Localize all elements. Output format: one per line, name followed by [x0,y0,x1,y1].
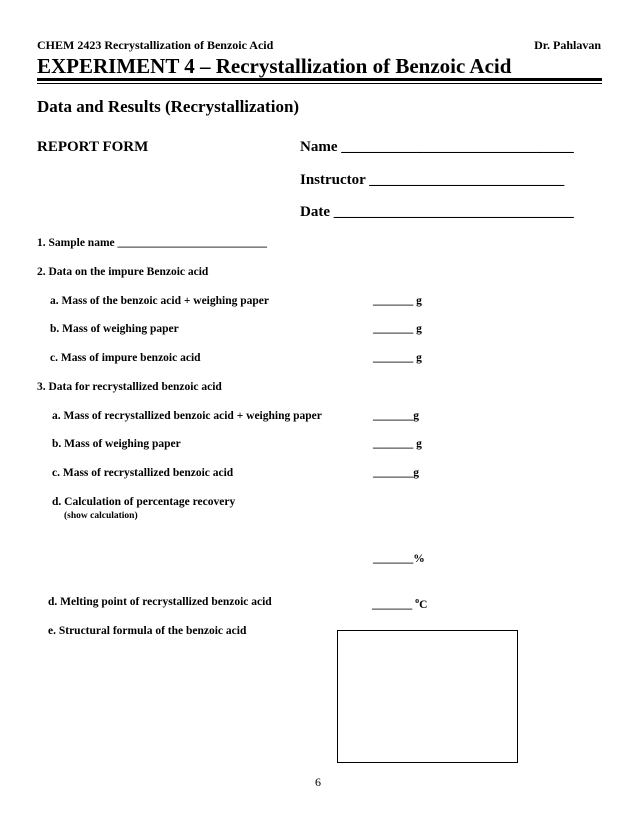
instructor-field[interactable]: Instructor __________________________ [300,172,565,188]
report-form-label: REPORT FORM [37,139,149,155]
course-header: CHEM 2423 Recrystallization of Benzoic Acid [37,38,274,52]
impure-c-blank[interactable]: _______ g [373,352,422,364]
recryst-a-blank[interactable]: _______g [373,410,419,422]
recryst-a-label: a. Mass of recrystallized benzoic acid + weighing paper [52,410,322,422]
melting-blank-line: _______ [372,598,416,611]
recryst-c-label: c. Mass of recrystallized benzoic acid [52,467,234,479]
recryst-d-note: (show calculation) [64,511,138,521]
impure-b-label: b. Mass of weighing paper [50,323,179,335]
melting-label: d. Melting point of recrystallized benzoic acid [48,596,272,608]
recryst-c-blank[interactable]: _______g [373,467,419,479]
impure-b-blank[interactable]: _______ g [373,323,422,335]
impure-c-label: c. Mass of impure benzoic acid [50,352,201,364]
title-rule-thin [37,83,602,84]
impure-a-label: a. Mass of the benzoic acid + weighing paper [50,295,269,307]
recovery-blank[interactable]: _______% [373,553,425,565]
degree-symbol: o [415,596,420,605]
recryst-b-label: b. Mass of weighing paper [52,438,181,450]
impure-a-blank[interactable]: _______ g [373,295,422,307]
structural-label: e. Structural formula of the benzoic acid [48,625,247,637]
impure-heading: 2. Data on the impure Benzoic acid [37,266,209,278]
date-field[interactable]: Date ________________________________ [300,204,574,220]
structural-formula-box[interactable] [337,630,518,763]
recryst-d-label: d. Calculation of percentage recovery [52,496,236,508]
sample-name-field[interactable]: 1. Sample name __________________________ [37,237,267,249]
celsius-unit: C [419,598,428,611]
melting-blank[interactable] [372,596,427,611]
page-number: 6 [315,775,321,789]
title-rule-thick [37,78,602,81]
instructor-header: Dr. Pahlavan [534,38,601,52]
recryst-b-blank[interactable]: _______ g [373,438,422,450]
page-title: EXPERIMENT 4 – Recrystallization of Benzoic Acid [37,54,512,78]
section-title: Data and Results (Recrystallization) [37,97,300,116]
name-field[interactable]: Name _______________________________ [300,139,574,155]
recryst-heading: 3. Data for recrystallized benzoic acid [37,381,222,393]
